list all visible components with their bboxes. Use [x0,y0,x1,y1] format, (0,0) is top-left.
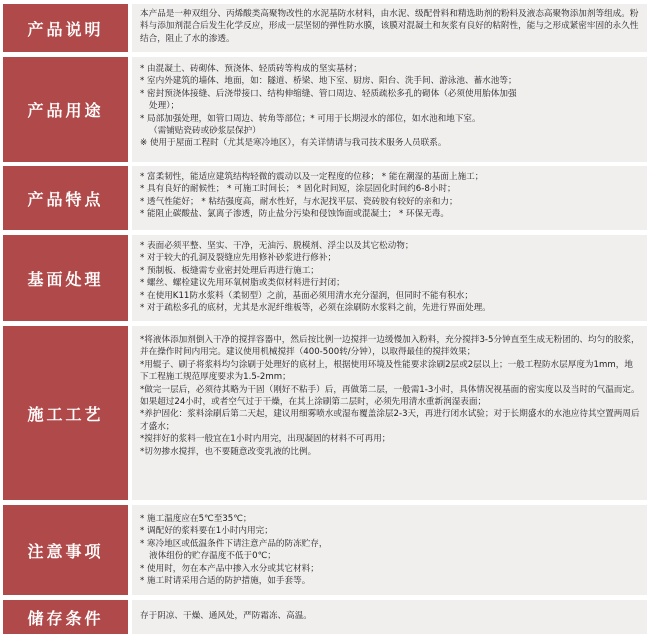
section-content [132,326,647,500]
text-line: * 富柔韧性，能适应建筑结构轻微的震动以及一定程度的位移； * 能在潮湿的基面上施工； [140,172,484,182]
text-line: *搅拌好的浆料一般宜在1小时内用完，出现凝固的材料不可再用； [140,434,391,445]
section-label: 施工工艺 [3,326,128,500]
text-line: （需铺贴瓷砖或砂浆层保护） [149,126,261,137]
text-line: * 调配好的浆料要在1小时内用完； [140,526,273,537]
text-line: *养护固化：浆料涂刷后第二天起，建议用细雾喷水或湿布覆盖涂层2-3天，再进行闭水试验；对于长期盛水的水池应待其空置两周后才盛水； [140,409,640,432]
text-line: * 密封预浇体接缝、后浇带接口、结构伸缩缝、管口周边、轻质疏松多孔的砌体（必须使用胎体加强 [140,88,517,99]
text-line: * 施工时请采用合适的防护措施，如手套等。 [140,576,311,587]
section-storage-conditions [3,600,647,634]
text-line: * 具有良好的耐候性； * 可施工时间长； * 固化时间短，涂层固化时间约6-8小时； [140,184,456,195]
section-surface-preparation [3,235,647,321]
text-line: ※ 使用于屋面工程时（尤其是寒冷地区），有关详情请与我司技术服务人员联系。 [140,138,447,149]
section-label: 储存条件 [3,600,128,634]
section-content [132,57,647,162]
text-line: * 寒冷地区或低温条件下请注意产品的防冻贮存， [140,538,328,549]
section-label: 注意事项 [3,505,128,595]
section-content [132,235,647,321]
text-line: * 表面必须平整、坚实、干净，无油污、脱模剂、浮尘以及其它松动物； [140,241,414,251]
text-line: *将液体添加剂倒入干净的搅拌容器中，然后按比例一边搅拌一边缓慢加入粉料，充分搅拌3-5分钟直至生成无粉团的、均匀的胶浆，并在操作时间内用完。建议使用机械搅拌（400-500转/分钟），以取得最佳的搅拌效果； [140,335,640,358]
text-line: 存于阴凉、干燥、通风处，严防霜冻、高温。 [140,611,312,621]
section-content [132,166,647,230]
text-line: * 预制板、板缝需专业密封处理后再进行施工； [140,265,319,276]
text-line: * 施工温度应在5℃至35℃； [140,514,252,524]
text-line: *用辊子、刷子将浆料均匀涂刷于处理好的底材上，根据使用环境及性能要求涂刷2层或2层以上；一般工程防水层厚度为1mm，地下工程施工规范厚度要求为1.5-2mm； [140,359,633,383]
text-line: * 透气性能好； * 粘结强度高，耐水性好，与水泥找平层、瓷砖胶有较好的亲和力； [140,196,458,207]
section-content [132,600,647,634]
text-line: * 使用时，勿在本产品中掺入水分或其它材料； [140,563,319,574]
section-construction-process [3,326,647,500]
section-product-features [3,166,647,230]
text-line: *切勿掺水搅拌，也不要随意改变乳液的比例。 [140,446,317,457]
text-line: * 室内外建筑的墙体、地面，如：隧道、桥梁、地下室、厨房、阳台、洗手间、游泳池、蓄水池等； [140,76,517,87]
text-line: * 能阻止碳酸盐、氯离子渗透，防止盐分污染和侵蚀饰面或混凝土； * 环保无毒。 [140,209,449,220]
section-label: 产品特点 [3,166,128,230]
text-line: 处理）； [149,101,180,112]
section-label: 产品说明 [3,4,128,52]
text-line: 本产品是一种双组分、丙烯酸类高聚物改性的水泥基防水材料，由水泥、级配骨料和精选助剂的粉料及液态高聚物添加剂等组成。粉料与添加剂混合后发生化学反应，形成一层坚韧的弹性防水膜，该膜对混凝土和灰浆有良好的粘附性，能与之形成紧密牢固的永久性结合，阻止了水的渗透。 [140,9,639,44]
section-label: 产品用途 [3,57,128,162]
section-precautions [3,505,647,595]
section-content [132,505,647,595]
text-line: * 局部加强处理，如管口周边、转角等部位；* 可用于长期浸水的部位，如水池和地下室。 [140,113,481,124]
text-line: * 在使用K11防水浆料（柔韧型）之前，基面必须用清水充分湿润，但同时不能有积水； [140,290,473,301]
text-line: *做完一层后，必须待其略为干固（刚好不粘手）后，再做第二层，一般需1-3小时，具体情况视基面的密实度以及当时的气温而定。如果超过24小时，或者空气过于干燥，在其上涂刷第二层时，必须先用清水重新润湿表面； [140,384,640,408]
section-content [132,4,647,52]
text-line: 液体组份的贮存温度不低于0℃； [149,551,276,562]
section-product-use [3,57,647,162]
text-line: * 对于较大的孔洞及裂缝应先用修补砂浆进行修补； [140,253,337,264]
text-line: * 螺丝、螺栓建议先用环氧树脂或类似材料进行封闭； [140,278,345,289]
section-label: 基面处理 [3,235,128,321]
text-line: * 由混凝土、砖砌体、预浇体、轻质砖等构成的坚实基材； [140,64,362,74]
text-line: * 对于疏松多孔的底材，尤其是水泥纤维板等，必须在涂刷防水浆料之前，先进行界面处理。 [140,303,491,314]
section-product-description [3,4,647,52]
